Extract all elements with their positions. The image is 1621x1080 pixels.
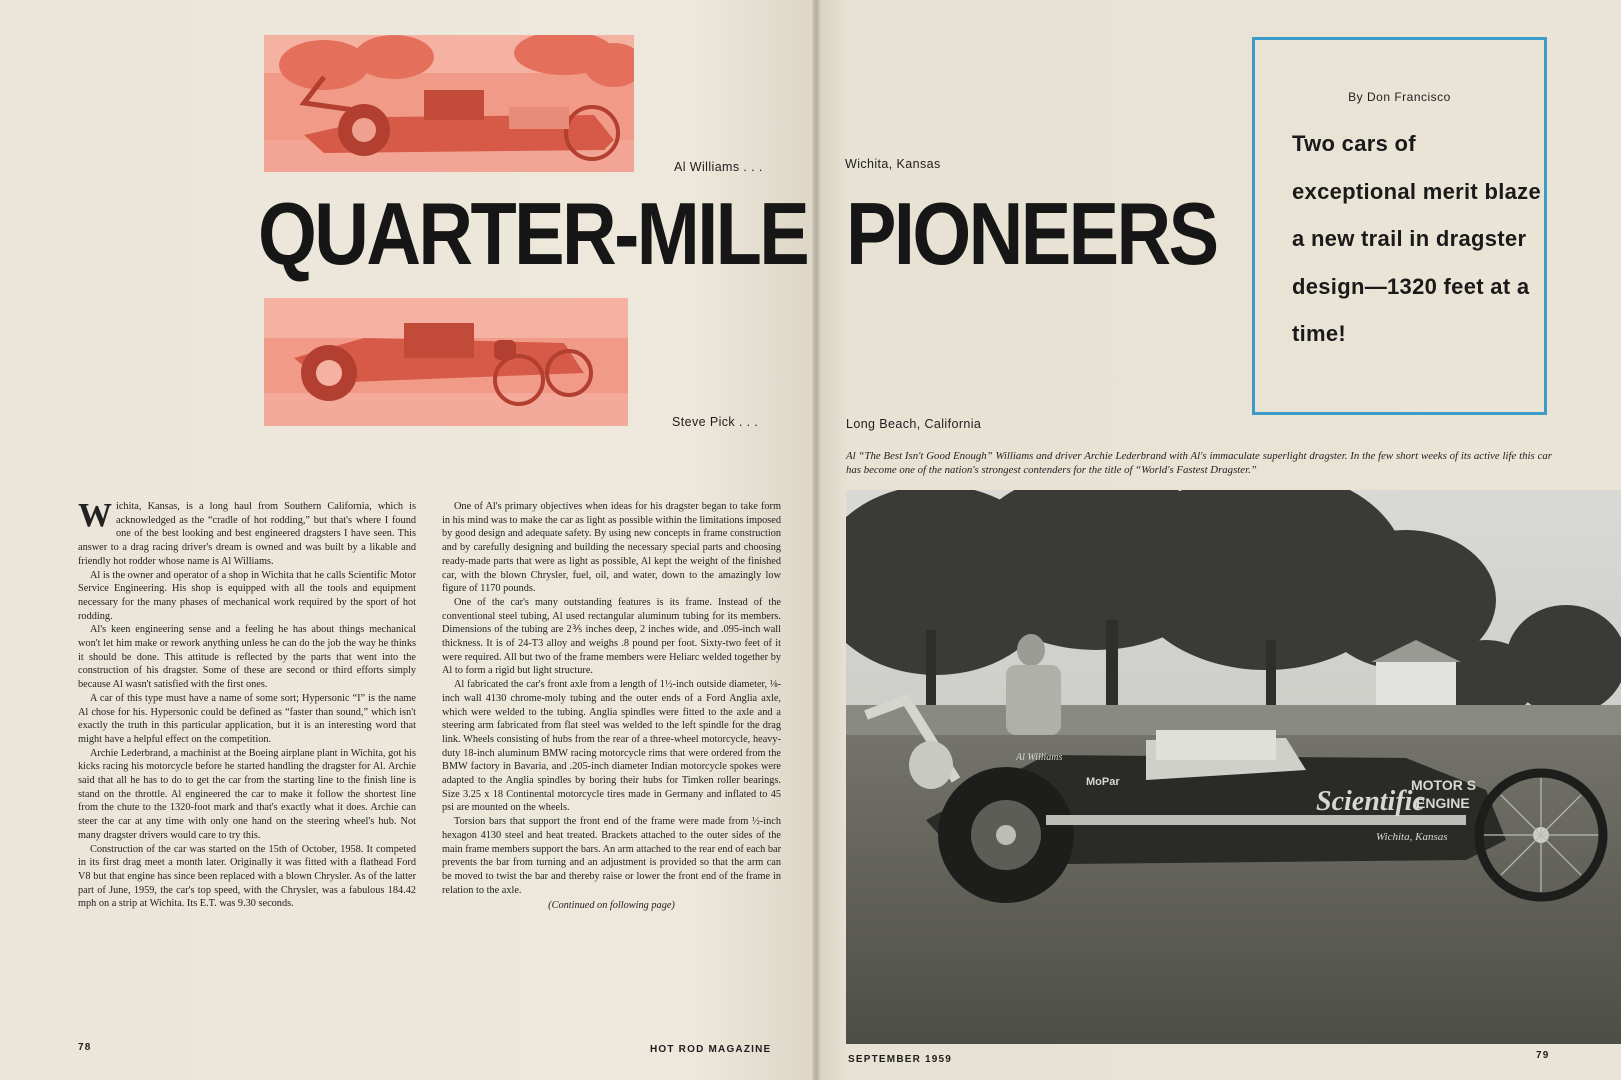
car-lettering-motor: MOTOR S: [1411, 777, 1477, 793]
center-gutter: [812, 0, 820, 1080]
car-lettering-owner: Al Williams: [1016, 752, 1063, 763]
photo-williams-dragster-main: [846, 490, 1621, 1044]
body-column-1: [78, 497, 416, 911]
paragraph: One of the car's many outstanding features is its frame. Instead of the conventional steel tubing, Al used rectangular aluminum tubing for its members. Dimensions of the tubing are 2⅗ inches deep, 2 inches wide, and .095-inch wall thickness. It is of 24-T3 alloy and weighs .8 pound per foot. Sixty-two feet of it were required. All but two of the frame members were Heliarc welded together by Al to form a rigid but light structure.: [442, 596, 781, 677]
car-lettering-engine: ENGINE: [1416, 795, 1470, 811]
photo-caption: Al “The Best Isn't Good Enough” Williams and driver Archie Lederbrand with Al's immaculate superlight dragster. In the few short weeks of its active life this car has become one of the nation's strongest contenders for the title of “World's Fastest Dragster.”: [846, 450, 1552, 476]
photo-pick-dragster-red: [264, 298, 628, 426]
label-wichita-kansas: Wichita, Kansas: [845, 157, 941, 171]
label-long-beach: Long Beach, California: [846, 417, 982, 431]
car-lettering-city: Wichita, Kansas: [1376, 831, 1448, 843]
magazine-title-footer: HOT ROD MAGAZINE: [650, 1044, 772, 1055]
photo-williams-dragster-red: [264, 35, 634, 172]
label-al-williams: Al Williams . . .: [674, 160, 763, 174]
car-lettering-mopar: MoPar: [1086, 776, 1120, 788]
paragraph: A car of this type must have a name of some sort; Hypersonic “I” is the name Al chose for his. Hypersonic could be defined as “faster than sound,” which isn't exactly the truth in this particular application, but it is an interesting word that might have a helpful effect on the competition.: [78, 692, 416, 745]
deck-text: Two cars of exceptional merit blaze a new trail in dragster design—1320 feet at a time!: [1292, 131, 1541, 346]
headline-quarter-mile: QUARTER-MILE: [258, 184, 808, 283]
paragraph: Archie Lederbrand, a machinist at the Boeing airplane plant in Wichita, got his kicks racing his motorcycle before he started handling the dragster for Al. Archie said that all he has to do to get the car from the starting line to the finish line is stand on the throttle. Al engineered the car to make it follow the shortest line from the chute to the 1320-foot mark and that's exactly what it does. Archie can steer the car at any time with only one hand on the steering wheel's hub. Not many dragster drivers would care to try this.: [78, 747, 416, 841]
byline-box: [1252, 37, 1547, 415]
body-column-2: [442, 500, 781, 913]
drop-cap: W: [78, 497, 112, 534]
page-number-right: 79: [1536, 1050, 1550, 1061]
paragraph: Wichita, Kansas, is a long haul from Southern California, which is acknowledged as the “cradle of hot rodding,” but that's where I found one of the best looking and best engineered dragsters I have seen. This answer to a drag racing driver's dream is owned and was built by a likable and friendly hot rodder whose name is Al Williams.: [78, 497, 416, 567]
paragraph: Construction of the car was started on the 15th of October, 1958. It competed in its first drag meet a month later. Originally it was fitted with a flathead Ford V8 but that engine has since been replaced with a blown Chrysler. As of the latter part of June, 1959, the car's top speed, with the Chrysler, was a fabulous 184.42 mph on a strip at Wichita. Its E.T. was 9.30 seconds.: [78, 843, 416, 910]
page-number-left: 78: [78, 1042, 92, 1053]
continued-note: (Continued on following page): [548, 900, 675, 912]
paragraph: One of Al's primary objectives when ideas for his dragster began to take form in his mind was to make the car as light as possible within the limitations imposed by good design and adequate safety. By using new concepts in frame construction and by carefully designing and building the necessary special parts and choosing ready-made parts that were as light as possible, Al kept the weight of the finished car, with the blown Chrysler, fuel, oil, and water, down to the amazingly low figure of 1170 pounds.: [442, 501, 781, 595]
label-steve-pick: Steve Pick . . .: [672, 415, 759, 429]
paragraph: Al fabricated the car's front axle from a length of 1½-inch outside diameter, ⅛-inch wall 4130 chrome-moly tubing and the outer ends of a Ford Anglia axle, which were welded to the tubing. Anglia spindles were fitted to the axle and a steering arm fabricated from flat steel was welded to the left spindle for the drag link. Wheels consisting of hubs from the rear of a three-wheel motorcycle, heavy-duty 18-inch aluminum BMW racing motorcycle rims that were ordered from the BMW factory in Bavaria, and .205-inch diameter Indian motorcycle spokes were adapted to the Anglia spindles by boring their hubs for Timken roller bearings. Size 3.25 x 18 Continental motorcycle tires made in Germany and inflated to 45 psi are mounted on the wheels.: [442, 679, 781, 814]
car-lettering-sponsor: Scientific: [1316, 786, 1425, 817]
paragraph: Al is the owner and operator of a shop in Wichita that he calls Scientific Motor Service Engineering. His shop is equipped with all the tools and equipment necessary for the many phases of mechanical work required by the sport of hot rodding.: [78, 569, 416, 622]
paragraph: Torsion bars that support the front end of the frame were made from ½-inch hexagon 4130 steel and heat treated. Brackets attached to the outer sides of the main frame members support the bars. An arm attached to the rear end of each bar prevents the bar from turning and an adjustment is provided so that the arm can be moved to twist the bar and thereby raise or lower the front end of the frame in relation to the axle.: [442, 816, 781, 896]
paragraph: Al's keen engineering sense and a feeling he has about things mechanical won't let him make or rework anything unless he can do the job the way he thinks it should be done. This attitude is reflected by the parts that went into the construction of his dragster. Some of these are second or third efforts simply because Al wasn't satisfied with the first ones.: [78, 624, 416, 691]
issue-date-footer: SEPTEMBER 1959: [848, 1054, 953, 1065]
headline-pioneers: PIONEERS: [846, 184, 1217, 283]
byline: By Don Francisco: [1348, 90, 1451, 104]
